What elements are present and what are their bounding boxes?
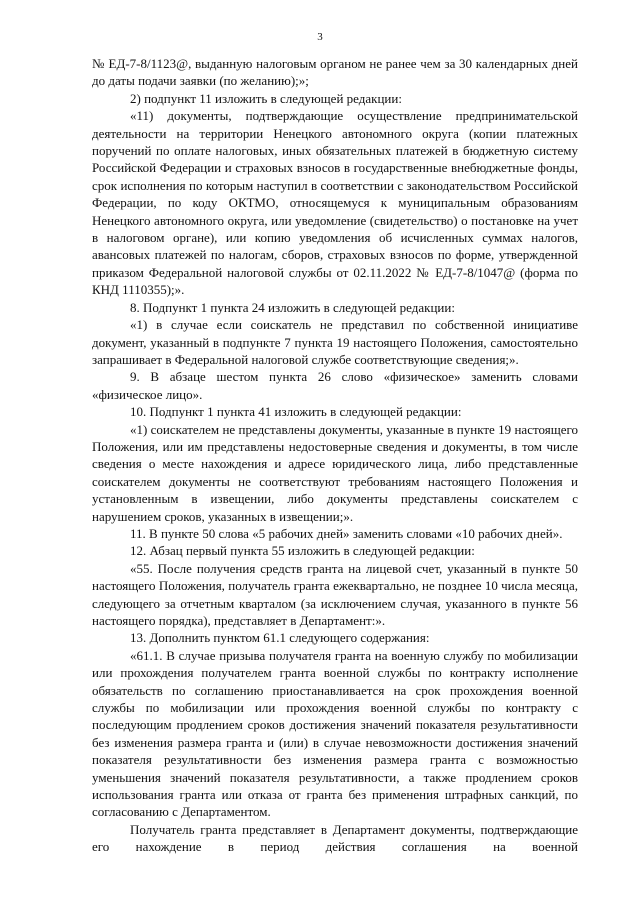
paragraph: 11. В пункте 50 слова «5 рабочих дней» заменить словами «10 рабочих дней». bbox=[130, 525, 563, 541]
paragraph: 12. Абзац первый пункта 55 изложить в следующей редакции: bbox=[130, 543, 475, 559]
paragraph: «1) в случае если соискатель не представил по собственной инициативе документ, указанный в подпункте 7 пункта 19 настоящего Положения, самостоятельно запрашивает в Федеральной налоговой службе соответствующие сведения;». bbox=[92, 317, 578, 367]
paragraph: 13. Дополнить пунктом 61.1 следующего содержания: bbox=[130, 630, 430, 646]
paragraph: № ЕД-7-8/1123@, выданную налоговым органом не ранее чем за 30 календарных дней до даты подачи заявки (по желанию);»; bbox=[92, 56, 578, 89]
paragraph: 2) подпункт 11 изложить в следующей редакции: bbox=[130, 90, 402, 106]
paragraph: «55. После получения средств гранта на лицевой счет, указанный в пункте 50 настоящего Положения, получатель гранта ежеквартально, не позднее 10 числа месяца, следующего за отчетным кварталом (за исключением случая, указанного в пункте 56 настоящего порядка), представляет в Департамент:». bbox=[92, 560, 578, 628]
paragraph: Получатель гранта представляет в Департамент документы, подтверждающие его нахождение в период действия соглашения на военной bbox=[92, 821, 578, 855]
document-body bbox=[92, 55, 578, 856]
paragraph: «61.1. В случае призыва получателя гранта на военную службу по мобилизации или прохождения получателем гранта военной службы по контракту исполнение обязательств по соглашению приостанавливается на срок прохождения военной службы по мобилизации или прохождения военной службы по контракту с последующим продлением сроков достижения значений показателя результативности без изменения размера гранта и (или) в случае невозможности достижения значений показателя результативности без изменения размера гранта с возможностью уменьшения значений показателя результативности, а также продлением сроков использования гранта или отказа от гранта без применения штрафных санкций, по согласованию с Департаментом. bbox=[92, 647, 578, 820]
paragraph: «11) документы, подтверждающие осуществление предпринимательской деятельности на территории Ненецкого автономного округа (копии платежных поручений по оплате налоговых, иных обязательных платежей в бюджетную систему Российской Федерации и страховых взносов в государственные внебюджетные фонды, срок исполнения по которым наступил в соответствии с законодательством Российской Федерации, по коду ОКТМО, относящемуся к муниципальным образованиям Ненецкого автономного округа, или уведомление (свидетельство) о постановке на учет в налоговом органе), или копию уведомления об исчисленных суммах налогов, авансовых платежей по налогам, сборов, страховых взносов по форме, утвержденной приказом Федеральной налоговой службы от 02.11.2022 № ЕД-7-8/1047@ (форма по КНД 1110355);». bbox=[92, 108, 578, 298]
paragraph: 9. В абзаце шестом пункта 26 слово «физическое» заменить словами «физическое лицо». bbox=[92, 369, 578, 402]
paragraph: 8. Подпункт 1 пункта 24 изложить в следующей редакции: bbox=[130, 299, 455, 315]
paragraph: 10. Подпункт 1 пункта 41 изложить в следующей редакции: bbox=[130, 404, 462, 420]
paragraph: «1) соискателем не представлены документы, указанные в пункте 19 настоящего Положения, или им представлены недостоверные сведения и документы, в том числе сведения о месте нахождения и адресе юридического лица, либо представленные соискателем документы не соответствуют требованиям настоящего Положения и установленным в извещении, либо документы представлены соискателем с нарушением сроков, указанных в извещении;». bbox=[92, 421, 578, 524]
page-number: 3 bbox=[317, 31, 323, 43]
